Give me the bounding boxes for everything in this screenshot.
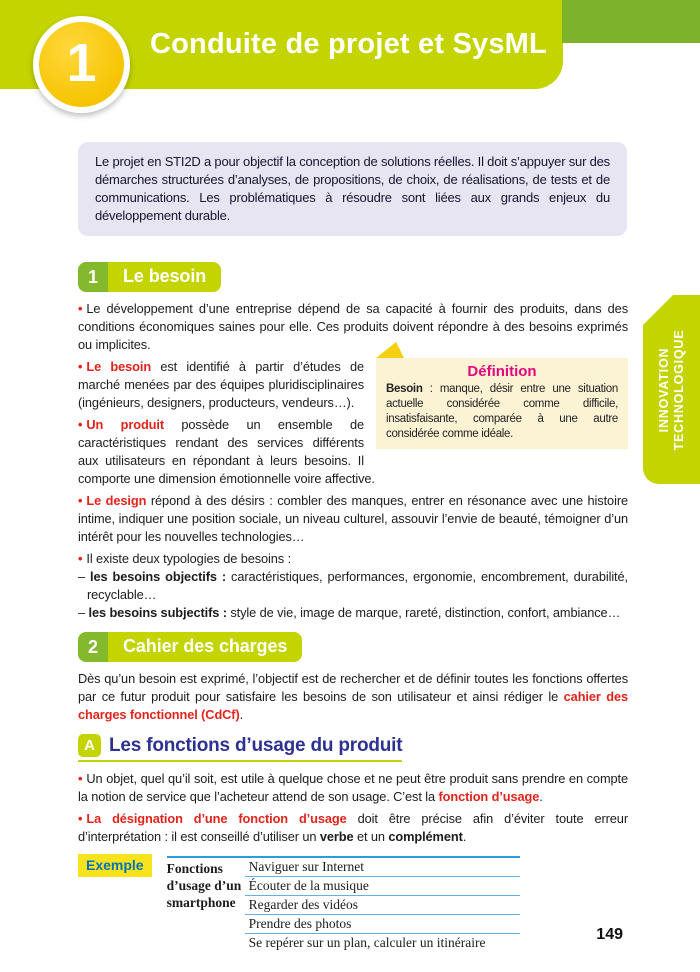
example-label: Exemple xyxy=(78,854,152,877)
bullet-icon: • xyxy=(78,551,83,566)
section-2-header xyxy=(78,632,302,662)
bullet-icon: • xyxy=(78,417,83,432)
table-row: Écouter de la musique xyxy=(245,877,520,896)
term-fonction-usage: fonction d’usage xyxy=(438,789,540,804)
bullet-icon: • xyxy=(78,771,83,786)
sidebar-tab-line1: INNOVATION xyxy=(656,347,671,432)
paragraph-end: . xyxy=(462,829,467,844)
table-row: Regarder des vidéos xyxy=(245,896,520,915)
paragraph-le-design xyxy=(78,492,628,546)
sidebar-tab-line2: TECHNOLOGIQUE xyxy=(671,329,686,450)
list-item-lead: les besoins objectifs : xyxy=(90,569,227,584)
bullet-icon: • xyxy=(78,301,83,316)
term-le-besoin: Le besoin xyxy=(86,359,152,374)
bullet-icon: • xyxy=(78,493,83,508)
table-row: Se repérer sur un plan, calculer un itinéraire xyxy=(248,935,486,950)
paragraph-text: doit être précise afin d’éviter toute erreur d’interprétation : il est conseillé d’utiliser un xyxy=(78,811,628,844)
paragraph-text: Dès qu’un besoin est exprimé, l’objectif est de rechercher et de définir toutes les fonctions offertes par ce futur produit pour satisfaire les besoins de son utilisateur et ainsi rédiger le xyxy=(78,671,628,704)
section-1-number: 1 xyxy=(78,262,108,292)
list-item-lead: les besoins subjectifs : xyxy=(88,605,227,620)
intro-box xyxy=(78,142,627,236)
subsection-a-badge: A xyxy=(78,734,101,757)
paragraph-typologies xyxy=(78,550,628,568)
bullet-icon: • xyxy=(78,359,83,374)
paragraph-text: Un objet, quel qu’il soit, est utile à quelque chose et ne peut être produit sans prendre en compte la notion de service que l’acheteur attend de son usage. C’est la xyxy=(78,771,628,804)
paragraph-text: Il existe deux typologies de besoins : xyxy=(86,551,292,566)
paragraph-text: est identifié à partir d’études de marché menées par des équipes pluridisciplinaires (ingénieurs, designers, producteurs, vendeurs…). xyxy=(78,359,364,410)
paragraph-designation xyxy=(78,810,628,846)
term-verbe: verbe xyxy=(319,829,354,844)
dash-icon: – xyxy=(78,569,86,584)
example-block xyxy=(78,854,628,952)
paragraph-end: . xyxy=(539,789,543,804)
example-table xyxy=(167,856,520,952)
paragraph-text: Le développement d’une entreprise dépend de sa capacité à fournir des produits, dans des conditions économiques saines pour elle. Ces produits doivent répondre à des besoins exprimés ou implicites. xyxy=(78,301,628,352)
corner-decoration xyxy=(562,0,700,43)
list-item-besoins-objectifs xyxy=(78,568,628,604)
term-designation: La désignation d’une fonction d’usage xyxy=(86,811,347,826)
paragraph-developpement xyxy=(78,300,628,354)
example-table-header: Fonctions d’usage d’un smartphone xyxy=(166,861,242,910)
bullet-icon: • xyxy=(78,811,83,826)
section-1-header xyxy=(78,262,221,292)
paragraph-text: possède un ensemble de caractéristiques rendant des services différents aux utilisateurs en répondant à leurs besoins. Il comporte une dimension émotionnelle voire affective. xyxy=(78,417,375,486)
paragraph-cdcf xyxy=(78,670,628,724)
chapter-title: Conduite de projet et SysML xyxy=(150,28,547,60)
definition-title: Définition xyxy=(467,363,537,380)
sidebar-tab-innovation-technologique xyxy=(643,295,700,484)
definition-term: Besoin xyxy=(386,383,423,395)
section-2-title: Cahier des charges xyxy=(108,632,302,662)
paragraph-mid: et un xyxy=(353,829,389,844)
table-row: Prendre des photos xyxy=(245,915,520,934)
paragraph-un-objet xyxy=(78,770,628,806)
subsection-a-title: Les fonctions d’usage du produit xyxy=(109,734,403,756)
term-le-design: Le design xyxy=(86,493,147,508)
page-number: 149 xyxy=(596,926,623,943)
section-1-title: Le besoin xyxy=(108,262,221,292)
list-item-text: caractéristiques, performances, ergonomie, encombrement, durabilité, recyclable… xyxy=(87,569,628,602)
dash-icon: – xyxy=(78,605,86,620)
sidebar-tab-label xyxy=(657,297,687,483)
example-table-rows xyxy=(245,858,520,952)
chapter-number: 1 xyxy=(66,32,97,93)
subsection-a-header xyxy=(78,734,402,762)
page-content xyxy=(78,262,628,952)
intro-text: Le projet en STI2D a pour objectif la conception de solutions réelles. Il doit s’appuyer sur des démarches structurées d’analyses, de propositions, de choix, de réalisations, de tests et de communications. Les problématiques à résoudre sont liées aux grands enjeux du développement durable. xyxy=(95,154,610,223)
section-2-number: 2 xyxy=(78,632,108,662)
paragraph-text: répond à des désirs : combler des manques, entrer en résonance avec une histoire intime, indiquer une position sociale, un niveau culturel, assouvir l’envie de beauté, témoigner d’un intérêt pour les nouvelles technologies… xyxy=(78,493,628,544)
paragraph-end: . xyxy=(239,707,244,722)
list-item-besoins-subjectifs xyxy=(78,604,628,622)
chapter-number-badge xyxy=(33,16,130,113)
term-complement: complément xyxy=(388,829,463,844)
term-un-produit: Un produit xyxy=(86,417,164,432)
term-cdcf: cahier des charges fonctionnel (CdCf) xyxy=(78,689,629,722)
list-item-text: style de vie, image de marque, rareté, distinction, confort, ambiance… xyxy=(226,605,621,620)
definition-box xyxy=(376,358,628,449)
definition-text: : manque, désir entre une situation actuelle considérée comme difficile, insatisfaisante, comparée à une autre considérée comme idéale. xyxy=(386,383,618,440)
table-row: Naviguer sur Internet xyxy=(245,858,520,877)
